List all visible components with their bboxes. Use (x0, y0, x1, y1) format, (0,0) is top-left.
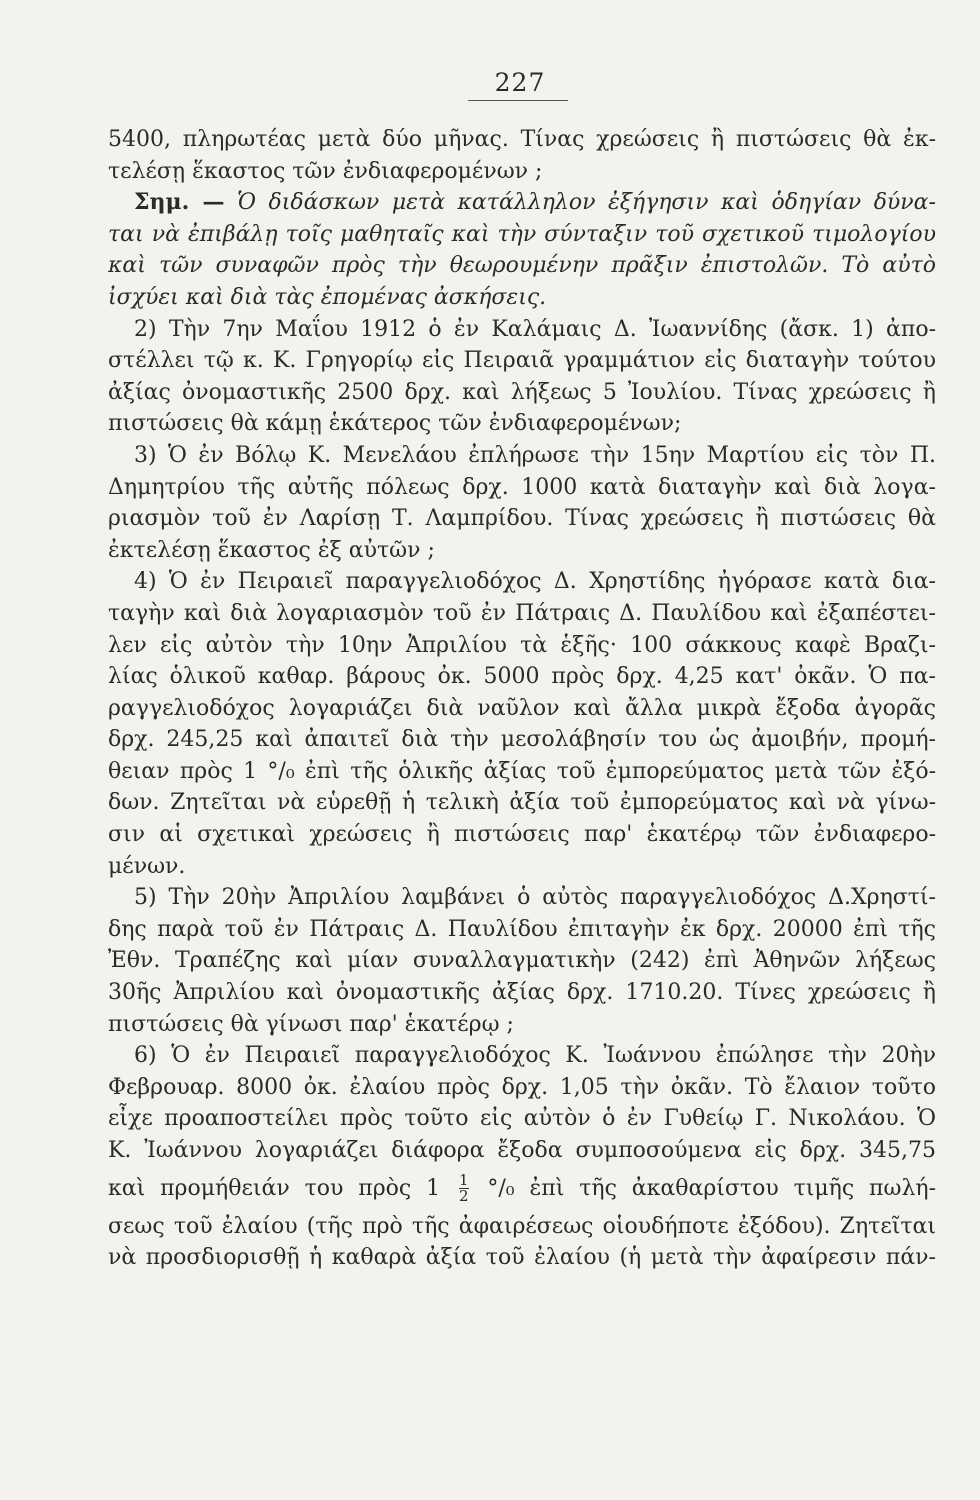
fraction-denominator: 2 (458, 1187, 469, 1206)
page-number-rule (468, 100, 568, 101)
text-line: Κ. Ἰωάννου λογαριάζει διάφορα ἔξοδα συμποσούμενα εἰς δρχ. 345,75 (108, 1138, 936, 1163)
text-line: μένων. (108, 853, 186, 879)
text-line: εἶχε προαποστείλει πρὸς τοῦτο εἰς αὐτὸν ὁ ἐν Γυθείῳ Γ. Νικολάου. Ὁ (108, 1106, 936, 1132)
text-line: τελέσῃ ἕκαστος τῶν ἐνδιαφερομένων ; (108, 158, 543, 184)
page-body (108, 124, 936, 1274)
fraction-line (108, 1167, 936, 1211)
text-line: δης παρὰ τοῦ ἐν Πάτραις Δ. Παυλίδου ἐπιταγὴν ἐκ δρχ. 20000 ἐπὶ τῆς (108, 916, 936, 942)
text-line: 5400, πληρωτέας μετὰ δύο μῆνας. Τίνας χρεώσεις ἢ πιστώσεις θὰ ἐκ- (108, 127, 936, 152)
fraction-numerator: 1 (458, 1171, 469, 1190)
text-line: Ἐθν. Τραπέζης καὶ μίαν συναλλαγματικὴν (242) ἐπὶ Ἀθηνῶν λήξεως (108, 948, 936, 974)
text-line: λεν εἰς αὐτὸν τὴν 10ην Ἀπριλίου τὰ ἑξῆς· 100 σάκκους καφὲ Βραζι- (108, 632, 936, 658)
text-line: 5) Τὴν 20ὴν Ἀπριλίου λαμβάνει ὁ αὐτὸς παραγγελιοδόχος Δ.Χρηστί- (134, 885, 936, 911)
note-text: Ὁ διδάσκων μετὰ κατάλληλον ἐξήγησιν καὶ ὁδηγίαν δύνα- (224, 190, 936, 216)
text-line: δων. Ζητεῖται νὰ εὑρεθῇ ἡ τελικὴ ἀξία τοῦ ἐμπορεύματος καὶ νὰ γίνω- (108, 790, 936, 816)
text-line: νὰ προσδιορισθῇ ἡ καθαρὰ ἀξία τοῦ ἐλαίου (ἡ μετὰ τὴν ἀφαίρεσιν πάν- (108, 1245, 936, 1271)
text-line: ται νὰ ἐπιβάλῃ τοῖς μαθηταῖς καὶ τὴν σύνταξιν τοῦ σχετικοῦ τιμολογίου (108, 221, 936, 247)
fraction-line-end: °/₀ ἐπὶ τῆς ἀκαθαρίστου τιμῆς πωλή- (472, 1175, 936, 1201)
text-line: 4) Ὁ ἐν Πειραιεῖ παραγγελιοδόχος Δ. Χρηστίδης ἠγόρασε κατὰ δια- (134, 569, 936, 595)
text-line: σεως τοῦ ἐλαίου (τῆς πρὸ τῆς ἀφαιρέσεως οἱουδήποτε ἐξόδου). Ζητεῖται (108, 1213, 936, 1239)
text-line: 3) Ὁ ἐν Βόλῳ Κ. Μενελάου ἐπλήρωσε τὴν 15ην Μαρτίου εἰς τὸν Π. (134, 442, 936, 468)
text-line: ἀξίας ὀνομαστικῆς 2500 δρχ. καὶ λήξεως 5 Ἰουλίου. Τίνας χρεώσεις ἢ (108, 379, 936, 405)
text-line: πιστώσεις θὰ κάμῃ ἑκάτερος τῶν ἐνδιαφερομένων; (108, 411, 682, 437)
note-label: Σημ. — (134, 189, 225, 216)
text-line: Δημητρίου τῆς αὐτῆς πόλεως δρχ. 1000 κατὰ διαταγὴν καὶ διὰ λογα- (108, 474, 936, 500)
text-line: ἰσχύει καὶ διὰ τὰς ἐπομένας ἀσκήσεις. (108, 284, 547, 310)
text-line: στέλλει τῷ κ. Κ. Γρηγορίῳ εἰς Πειραιᾶ γραμμάτιον εἰς διαταγὴν τούτου (108, 348, 936, 374)
text-line: πιστώσεις θὰ γίνωσι παρ' ἑκατέρῳ ; (108, 1011, 514, 1037)
text-line: δρχ. 245,25 καὶ ἀπαιτεῖ διὰ τὴν μεσολάβησίν του ὡς ἀμοιβήν, προμή- (108, 727, 936, 753)
text-line: λίας ὁλικοῦ καθαρ. βάρους ὀκ. 5000 πρὸς δρχ. 4,25 κατ' ὀκᾶν. Ὁ πα- (108, 664, 936, 690)
note-line (108, 187, 936, 219)
text-line: θειαν πρὸς 1 °/₀ ἐπὶ τῆς ὁλικῆς ἀξίας τοῦ ἐμπορεύματος μετὰ τῶν ἐξό- (108, 758, 936, 784)
text-line: Φεβρουαρ. 8000 ὀκ. ἐλαίου πρὸς δρχ. 1,05 τὴν ὀκᾶν. Τὸ ἔλαιον τοῦτο (108, 1074, 936, 1100)
text-line: 6) Ὁ ἐν Πειραιεῖ παραγγελιοδόχος Κ. Ἰωάννου ἐπώλησε τὴν 20ὴν (134, 1043, 936, 1069)
fraction-line-start: καὶ προμήθειάν του πρὸς 1 (108, 1175, 455, 1201)
text-line: ταγὴν καὶ διὰ λογαριασμὸν τοῦ ἐν Πάτραις Δ. Παυλίδου καὶ ἐξαπέστει- (108, 600, 936, 626)
page-number: 227 (494, 68, 546, 97)
text-line: ἐκτελέσῃ ἕκαστος ἐξ αὐτῶν ; (108, 537, 435, 563)
text-line: 30ῆς Ἀπριλίου καὶ ὀνομαστικῆς ἀξίας δρχ. 1710.20. Τίνες χρεώσεις ἢ (108, 980, 936, 1006)
text-line: 2) Τὴν 7ην Μαΐου 1912 ὁ ἐν Καλάμαις Δ. Ἰωαννίδης (ἄσκ. 1) ἀπο- (134, 316, 936, 342)
fraction (459, 1173, 469, 1204)
text-line: καὶ τῶν συναφῶν πρὸς τὴν θεωρουμένην πρᾶξιν ἐπιστολῶν. Τὸ αὐτὸ (108, 253, 936, 279)
text-line: ραγγελιοδόχος λογαριάζει διὰ ναῦλον καὶ ἄλλα μικρὰ ἔξοδα ἀγορᾶς (108, 695, 936, 721)
text-line: σιν αἱ σχετικαὶ χρεώσεις ἢ πιστώσεις παρ' ἑκατέρῳ τῶν ἐνδιαφερο- (108, 822, 936, 848)
text-line: ριασμὸν τοῦ ἐν Λαρίσῃ Τ. Λαμπρίδου. Τίνας χρεώσεις ἢ πιστώσεις θὰ (108, 506, 936, 532)
